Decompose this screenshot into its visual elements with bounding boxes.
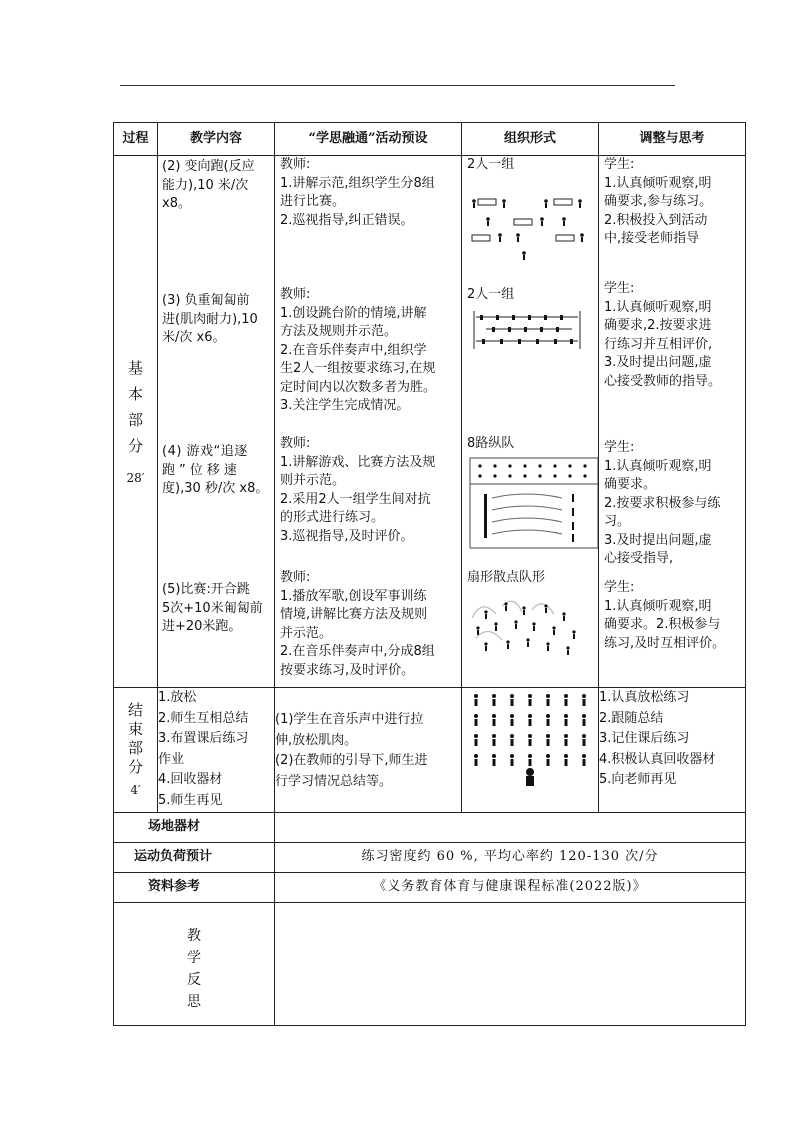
student-body — [565, 739, 568, 746]
load-row — [114, 843, 746, 873]
student-head — [510, 714, 514, 718]
student-head — [474, 734, 478, 738]
top-rule — [120, 85, 675, 86]
activity-item-2: 教师: 1.讲解示范,组织学生分8组 进行比赛。 2.巡视指导,纠正错误。 — [280, 157, 435, 228]
student-head — [528, 714, 532, 718]
header-activity: “学思融通”活动预设 — [275, 123, 462, 156]
venue-value — [275, 813, 746, 843]
end-section-row — [114, 688, 746, 813]
org-item-3 — [462, 280, 598, 431]
activity-item-4: 教师: 1.讲解游戏、比赛方法及规 则并示范。 2.采用2人一组学生间对抗 的形式进行练习。 3.巡视指导,及时评价。 — [280, 436, 436, 544]
basic-organization-cell — [462, 156, 599, 688]
content-item-3: (3) 负重匍匐前 进(肌肉耐力),10 米/次 x6。 — [162, 293, 258, 345]
org-item-2 — [462, 156, 598, 280]
end-section-label-cell — [114, 688, 158, 813]
student-head — [546, 754, 550, 758]
end-content-cell: 1.放松 2.师生互相总结 3.布置课后练习 作业 4.回收器材 5.师生再见 — [158, 688, 275, 813]
student-body — [511, 719, 514, 726]
student-body — [547, 739, 550, 746]
student-body — [529, 719, 532, 726]
student-body — [475, 759, 478, 766]
student-body — [583, 699, 586, 706]
reference-row — [114, 873, 746, 903]
end-section-time: 4′ — [130, 782, 141, 797]
student-body — [493, 739, 496, 746]
student-body — [547, 699, 550, 706]
student-head — [492, 714, 496, 718]
eight-column-diagram — [462, 454, 598, 550]
student-head — [510, 734, 514, 738]
student-head — [528, 734, 532, 738]
student-body — [511, 759, 514, 766]
student-head — [564, 694, 568, 698]
lesson-plan-table — [113, 122, 746, 1026]
student-body — [565, 719, 568, 726]
reference-label: 资料参考 — [114, 873, 275, 903]
student-body — [511, 699, 514, 706]
student-body — [493, 759, 496, 766]
end-section-label: 结束部分 — [127, 701, 143, 776]
student-body — [565, 699, 568, 706]
header-row — [114, 123, 746, 156]
org-item-5 — [462, 569, 598, 675]
reflection-value — [275, 903, 746, 1026]
fan-formation-diagram — [462, 588, 598, 668]
student-head — [528, 754, 532, 758]
reflection-row — [114, 903, 746, 1026]
student-head — [492, 754, 496, 758]
student-body — [547, 759, 550, 766]
student-head — [474, 694, 478, 698]
student-head — [474, 754, 478, 758]
org-title: 扇形散点队形 — [467, 570, 546, 585]
student-head — [492, 694, 496, 698]
student-head — [474, 714, 478, 718]
student-head — [510, 754, 514, 758]
end-organization-cell — [462, 688, 599, 813]
load-label: 运动负荷预计 — [114, 843, 275, 873]
header-process: 过程 — [114, 123, 158, 156]
activity-item-3: 教师: 1.创设跳台阶的情境,讲解 方法及规则并示范。 2.在音乐伴奏声中,组织学 生2人一组按要求练习,在规 定时间内以次数多者为胜。 3.关注学生完成情况。 — [280, 287, 437, 413]
venue-row — [114, 813, 746, 843]
basic-content-cell — [158, 156, 275, 688]
header-content: 教学内容 — [158, 123, 275, 156]
student-body — [529, 699, 532, 706]
org-title: 8路纵队 — [467, 436, 515, 451]
student-head — [564, 734, 568, 738]
basic-activity-cell — [275, 156, 462, 688]
student-body — [493, 699, 496, 706]
org-title: 2人一组 — [467, 287, 515, 302]
content-item-5: (5)比赛:开合跳 5次+10米匍匐前 进+20米跑。 — [162, 582, 263, 634]
student-head — [582, 734, 586, 738]
student-body — [565, 759, 568, 766]
basic-section-row — [114, 156, 746, 688]
student-head — [564, 754, 568, 758]
student-head — [510, 694, 514, 698]
reflect-item-2: 学生: 1.认真倾听观察,明 确要求,参与练习。 2.积极投入到活动 中,接受老师指导 — [604, 157, 713, 246]
content-item-2: (2) 变向跑(反应 能力),10 米/次 x8。 — [162, 159, 255, 211]
student-body — [511, 739, 514, 746]
student-head — [528, 694, 532, 698]
org-title: 2人一组 — [467, 157, 515, 172]
crawl-lanes-diagram — [462, 305, 598, 375]
org-item-4 — [462, 431, 598, 569]
student-head — [492, 734, 496, 738]
student-head — [546, 734, 550, 738]
reflect-item-4: 学生: 1.认真倾听观察,明 确要求。 2.按要求积极参与练 习。 3.及时提出问题,虚 心接受指导, — [604, 440, 721, 566]
reflect-item-3: 学生: 1.认真倾听观察,明 确要求,2.按要求进 行练习并互相评价, 3.及时提出问题,虚 心接受教师的指导。 — [604, 281, 722, 389]
reflect-item-5: 学生: 1.认真倾听观察,明 确要求。2.积极参与 练习,及时互相评价。 — [604, 580, 726, 651]
header-organization: 组织形式 — [462, 123, 599, 156]
student-head — [564, 714, 568, 718]
student-body — [493, 719, 496, 726]
content-item-4: (4) 游戏“追逐 跑”位移速 度),30 秒/次 x8。 — [162, 444, 269, 496]
reference-value: 《义务教育体育与健康课程标准(2022版)》 — [275, 873, 746, 903]
student-head — [582, 754, 586, 758]
header-reflection: 调整与思考 — [599, 123, 746, 156]
basic-section-label-cell — [114, 156, 158, 688]
student-body — [529, 759, 532, 766]
end-activity-cell: (1)学生在音乐声中进行拉 伸,放松肌肉。 (2)在教师的引导下,师生进 行学习情况总结等。 — [275, 688, 462, 813]
end-reflection-cell: 1.认真放松练习 2.跟随总结 3.记住课后练习 4.积极认真回收器材 5.向老师再见 — [599, 688, 746, 813]
pairs-relay-diagram — [462, 175, 598, 275]
student-head — [582, 714, 586, 718]
student-body — [475, 699, 478, 706]
basic-section-label: 基本部分 — [127, 359, 143, 456]
basic-reflection-cell — [599, 156, 746, 688]
basic-section-time: 28′ — [126, 471, 145, 486]
student-body — [583, 759, 586, 766]
student-body — [583, 739, 586, 746]
student-body — [475, 739, 478, 746]
student-head — [546, 694, 550, 698]
reflection-label: 教学反思 — [187, 928, 201, 1010]
closing-formation-diagram — [462, 688, 598, 788]
student-body — [583, 719, 586, 726]
load-value: 练习密度约 60 %, 平均心率约 120-130 次/分 — [275, 843, 746, 873]
student-body — [529, 739, 532, 746]
student-body — [475, 719, 478, 726]
venue-label: 场地器材 — [114, 813, 275, 843]
student-head — [582, 694, 586, 698]
student-head — [546, 714, 550, 718]
reflection-label-cell — [114, 903, 275, 1026]
student-body — [547, 719, 550, 726]
activity-item-5: 教师: 1.播放军歌,创设军事训练 情境,讲解比赛方法及规则 并示范。 2.在音乐伴奏声中,分成8组 按要求练习,及时评价。 — [280, 570, 435, 678]
